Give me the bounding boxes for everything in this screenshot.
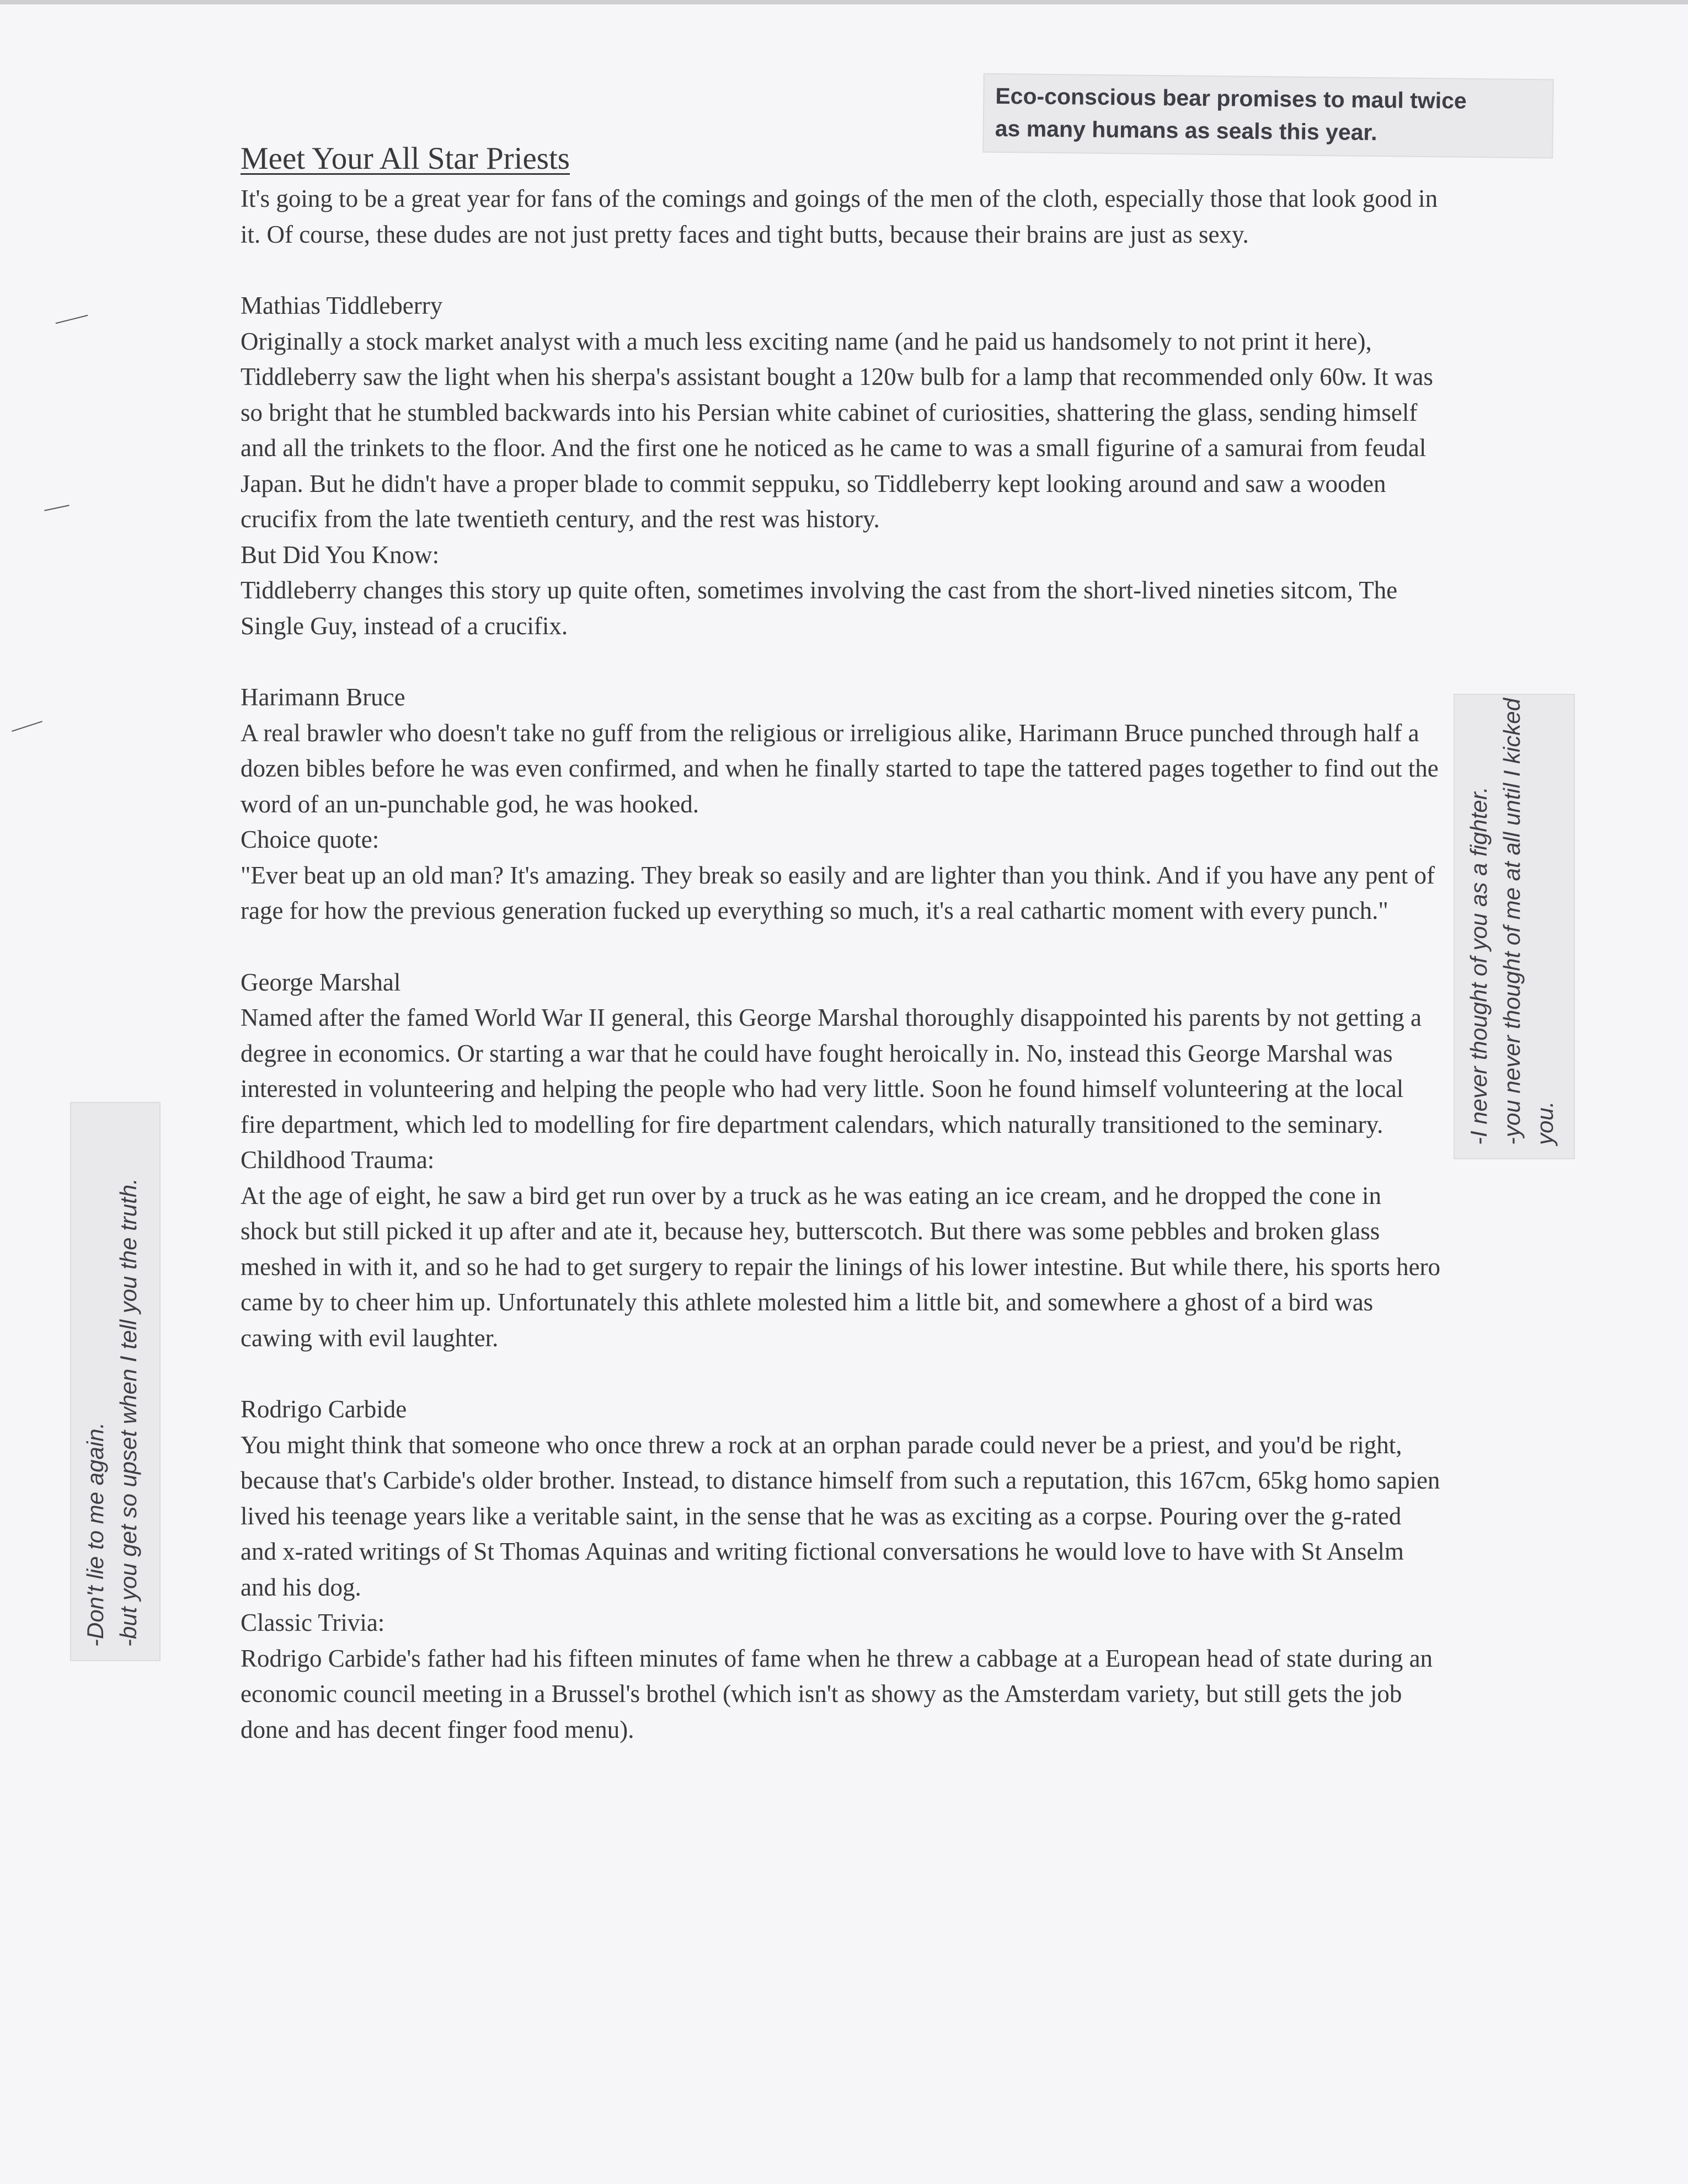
priest-section <box>241 965 1443 1356</box>
priest-bio: Originally a stock market analyst with a much less exciting name (and he paid us handsomely to not print it here), Tiddleberry saw the light when his sherpa's assistant bought a 120w bulb for a lamp that recommended only 60w. It was so bright that he stumbled backwards into his Persian white cabinet of curiosities, shattering the glass, sending himself and all the trinkets to the floor. And the first one he noticed as he came to was a small figurine of a samurai from feudal Japan. But he didn't have a proper blade to commit seppuku, so Tiddleberry kept looking around and saw a wooden crucifix from the late twentieth century, and the rest was history. <box>241 327 1433 533</box>
clipping-line: Eco-conscious bear promises to maul twice <box>995 83 1467 114</box>
spacer <box>241 644 1443 679</box>
clipping-right-dialogue <box>1455 695 1574 1158</box>
priest-bio: You might think that someone who once threw a rock at an orphan parade could never be a priest, and you'd be right, because that's Carbide's older brother. Instead, to distance himself from such a reputation, this 167cm, 65kg homo sapien lived his teenage years like a veritable saint, in the sense that he was as exciting as a corpse. Pouring over the g-rated and x-rated writings of St Thomas Aquinas and writing fictional conversations he would love to have with St Anselm and his dog. <box>241 1431 1440 1601</box>
clipping-line: -but you get so upset when I tell you the truth. <box>115 1178 141 1647</box>
priest-section <box>241 1391 1443 1747</box>
priest-name: Harimann Bruce <box>241 683 405 711</box>
priest-bio: A real brawler who doesn't take no guff from the religious or irreligious alike, Harimann Bruce punched through half a dozen bibles before he was even confirmed, and when he finally started to tape the tattered pages together to find out the word of an un-punchable god, he was hooked. <box>241 719 1439 818</box>
pen-mark <box>12 721 42 732</box>
clipping-left-dialogue <box>71 1103 159 1660</box>
clipping-line: -you never thought of me at all until I kicked <box>1499 698 1525 1145</box>
pen-mark <box>44 505 69 511</box>
clipping-line: as many humans as seals this year. <box>995 115 1377 146</box>
priest-extra-label: Choice quote: <box>241 826 380 853</box>
priest-bio: Named after the famed World War II general, this George Marshal thoroughly disappointed his parents by not getting a degree in economics. Or starting a war that he could have fought heroically in. No, instead this George Marshal was interested in volunteering and helping the people who had very little. Soon he found himself volunteering at the local fire department, which led to modelling for fire department calendars, which naturally transitioned to the seminary. <box>241 1004 1422 1138</box>
spacer <box>241 1356 1443 1391</box>
clipping-line: -I never thought of you as a fighter. <box>1466 786 1492 1145</box>
scan-top-edge <box>0 0 1688 4</box>
article <box>241 139 1443 1747</box>
spacer <box>241 252 1443 288</box>
clipping-top-headline <box>984 74 1552 158</box>
clipping-line: -Don't lie to me again. <box>82 1422 108 1647</box>
article-title: Meet Your All Star Priests <box>241 141 570 176</box>
priest-extra-text: "Ever beat up an old man? It's amazing. They break so easily and are lighter than you think. And if you have any pent of rage for how the previous generation fucked up everything so much, it's a real cathartic moment with every punch." <box>241 861 1435 924</box>
clipping-line: you. <box>1532 1101 1558 1145</box>
priest-name: Mathias Tiddleberry <box>241 292 443 319</box>
priest-name: Rodrigo Carbide <box>241 1395 407 1423</box>
priest-extra-text: Tiddleberry changes this story up quite often, sometimes involving the cast from the short-lived nineties sitcom, The Single Guy, instead of a crucifix. <box>241 576 1398 640</box>
article-intro: It's going to be a great year for fans of the comings and goings of the men of the cloth, especially those that look good in it. Of course, these dudes are not just pretty faces and tight butts, because their brains are just as sexy. <box>241 185 1438 248</box>
priest-extra-text: At the age of eight, he saw a bird get run over by a truck as he was eating an ice cream, and he dropped the cone in shock but still picked it up after and ate it, because hey, butterscotch. But there was some pebbles and broken glass meshed in with it, and so he had to get surgery to repair the linings of his lower intestine. But while there, his sports hero came by to cheer him up. Unfortunately this athlete molested him a little bit, and somewhere a ghost of a bird was cawing with evil laughter. <box>241 1181 1441 1352</box>
priest-extra-label: Classic Trivia: <box>241 1609 385 1636</box>
priest-section <box>241 288 1443 644</box>
priest-extra-label: Childhood Trauma: <box>241 1146 435 1174</box>
priest-section <box>241 679 1443 929</box>
pen-mark <box>56 315 88 324</box>
priest-extra-text: Rodrigo Carbide's father had his fifteen minutes of fame when he threw a cabbage at a European head of state during an economic council meeting in a Brussel's brothel (which isn't as showy as the Amsterdam variety, but still gets the job done and has decent finger food menu). <box>241 1644 1433 1743</box>
priest-extra-label: But Did You Know: <box>241 540 440 569</box>
spacer <box>241 929 1443 965</box>
priest-name: George Marshal <box>241 968 401 996</box>
